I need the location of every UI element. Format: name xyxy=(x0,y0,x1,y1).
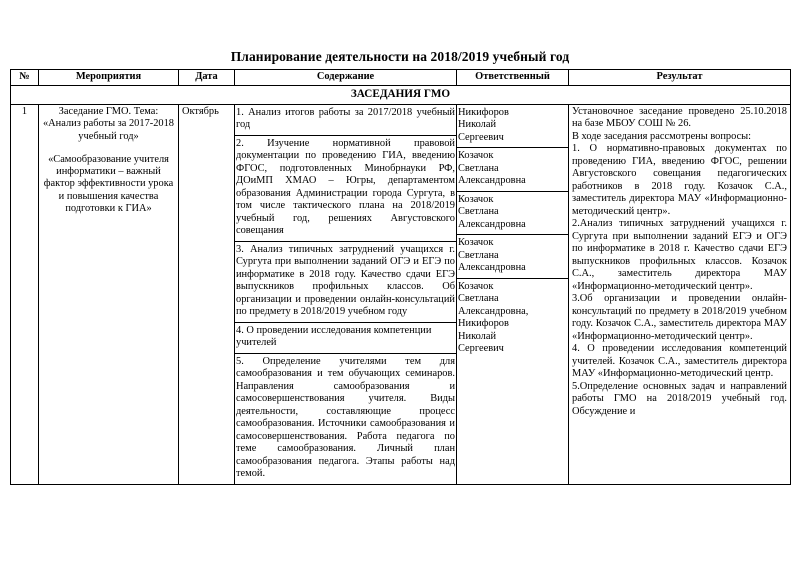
event-title-secondary: «Самообразование учителя информатики – важный фактор эффективности урока и повышения качества подготовки к ГИА» xyxy=(43,153,174,214)
result-paragraph-3: 3.Об организации и проведении онлайн-консультаций по предмету в 2018/2019 учебном году. Козачок С.А., заместитель директора МАУ «Информационно-методический центр». xyxy=(572,293,787,342)
responsible-firstname: Светлана xyxy=(458,206,499,218)
result-paragraph-2: 2.Анализ типичных затруднений учащихся г. Сургута при выполнении заданий ЕГЭ и ОГЭ по информатике в 2018 г. Качество сдачи ЕГЭ выпускников профильных классов. Козачок С.А., заместитель директора МАУ «Информационно-методический центр». xyxy=(572,218,787,292)
content-cell xyxy=(235,105,457,485)
content-subrow xyxy=(235,353,456,483)
responsible-patronymic-2: Сергеевич xyxy=(458,343,504,355)
responsible-cell xyxy=(457,105,569,485)
event-cell xyxy=(39,105,179,485)
result-cell xyxy=(569,105,791,485)
content-item-1: 1. Анализ итогов работы за 2017/2018 учебный год xyxy=(235,105,456,135)
responsible-surname: Козачок xyxy=(458,150,494,162)
content-subrow xyxy=(235,105,456,135)
result-paragraph-questions: В ходе заседания рассмотрены вопросы: xyxy=(572,130,752,142)
responsible-firstname-2: Николай xyxy=(458,330,497,342)
column-header-number: № xyxy=(11,69,39,85)
responsible-surname: Козачок xyxy=(458,280,494,292)
column-header-content: Содержание xyxy=(235,69,457,85)
responsible-patronymic: Александровна, xyxy=(458,305,529,317)
responsible-surname-2: Никифоров xyxy=(458,318,509,330)
column-header-event: Мероприятия xyxy=(39,69,179,85)
section-header-row xyxy=(11,85,791,104)
result-paragraph-5: 5.Определение основных задач и направлений работы ГМО на 2018/2019 учебный год. Обсуждение и xyxy=(572,380,787,417)
content-item-2: 2. Изучение нормативной правовой документации по проведению ГИА, введению ФГОС, подготовленных Минобрнауки РФ, ДОиМП ХМАО – Югры, департаментом образования Администрации города Сургута, в том числе тактического плана на 2018/2019 учебный год, решениях Августовского совещания xyxy=(235,135,456,241)
responsible-subrow xyxy=(457,105,568,148)
responsible-subrow xyxy=(457,191,568,234)
responsible-firstname: Светлана xyxy=(458,162,499,174)
content-subrow xyxy=(235,241,456,322)
responsible-person-4 xyxy=(457,235,568,278)
row-number: 1 xyxy=(11,105,39,485)
column-header-responsible: Ответственный xyxy=(457,69,569,85)
header-row xyxy=(11,69,791,85)
content-item-3: 3. Анализ типичных затруднений учащихся г. Сургута при выполнении заданий ОГЭ и ЕГЭ по информатике в 2018 году. Качество сдачи ЕГЭ выпускников профильных классов. Об организации и проведении онлайн-консультаций по предмету в 2018/2019 учебном году xyxy=(235,241,456,322)
responsible-patronymic: Сергеевич xyxy=(458,131,504,143)
result-paragraph-intro: Установочное заседание проведено 25.10.2018 на базе МБОУ СОШ № 26. xyxy=(572,106,787,130)
activity-planning-table xyxy=(10,69,791,485)
responsible-surname: Козачок xyxy=(458,237,494,249)
content-item-4: 4. О проведении исследования компетенции учителей xyxy=(235,322,456,353)
table-row xyxy=(11,105,791,485)
responsible-patronymic: Александровна xyxy=(458,262,526,274)
responsible-firstname: Николай xyxy=(458,119,497,131)
responsible-person-2 xyxy=(457,148,568,191)
table-body xyxy=(11,85,791,484)
responsible-surname: Козачок xyxy=(458,193,494,205)
responsible-patronymic: Александровна xyxy=(458,218,526,230)
responsible-person-3 xyxy=(457,191,568,234)
responsible-firstname: Светлана xyxy=(458,293,499,305)
table-header xyxy=(11,69,791,85)
responsible-person-1 xyxy=(457,105,568,148)
responsible-patronymic: Александровна xyxy=(458,175,526,187)
content-subrow xyxy=(235,322,456,353)
result-paragraph-1: 1. О нормативно-правовых документах по проведению ГИА, введению ФГОС, решении Августовского совещания педагогических работников в 2018 году. Козачок С.А., заместитель директора МАУ «Информационно-методический центр». xyxy=(572,143,787,217)
date-cell: Октябрь xyxy=(179,105,235,485)
responsible-firstname: Светлана xyxy=(458,249,499,261)
responsible-surname: Никифоров xyxy=(458,107,509,118)
section-header-gmo-meetings: ЗАСЕДАНИЯ ГМО xyxy=(11,85,791,104)
responsible-subrow xyxy=(457,235,568,278)
result-paragraph-4: 4. О проведении исследования компетенций учителей. Козачок С.А., заместитель директора МАУ «Информационно-методический центр. xyxy=(572,343,787,380)
responsible-subtable xyxy=(457,105,568,359)
content-subtable xyxy=(235,105,456,484)
content-subrow xyxy=(235,135,456,241)
column-header-date: Дата xyxy=(179,69,235,85)
event-title-primary: Заседание ГМО. Тема: «Анализ работы за 2017-2018 учебный год» xyxy=(42,106,175,142)
responsible-subrow xyxy=(457,278,568,358)
responsible-person-5 xyxy=(457,278,568,358)
column-header-result: Результат xyxy=(569,69,791,85)
responsible-subrow xyxy=(457,148,568,191)
page-title: Планирование деятельности на 2018/2019 учебный год xyxy=(230,49,570,64)
content-item-5: 5. Определение учителями тем для самообразования и тем обучающих семинаров. Направления самообразования и самосовершенствования учителя. Виды деятельности, составляющие процесс самообразования. Источники самообразования и самосовершенствования. Работа педагога по теме самообразования. Личный план самообразования педагога. Этапы работы над темой. xyxy=(236,355,455,480)
